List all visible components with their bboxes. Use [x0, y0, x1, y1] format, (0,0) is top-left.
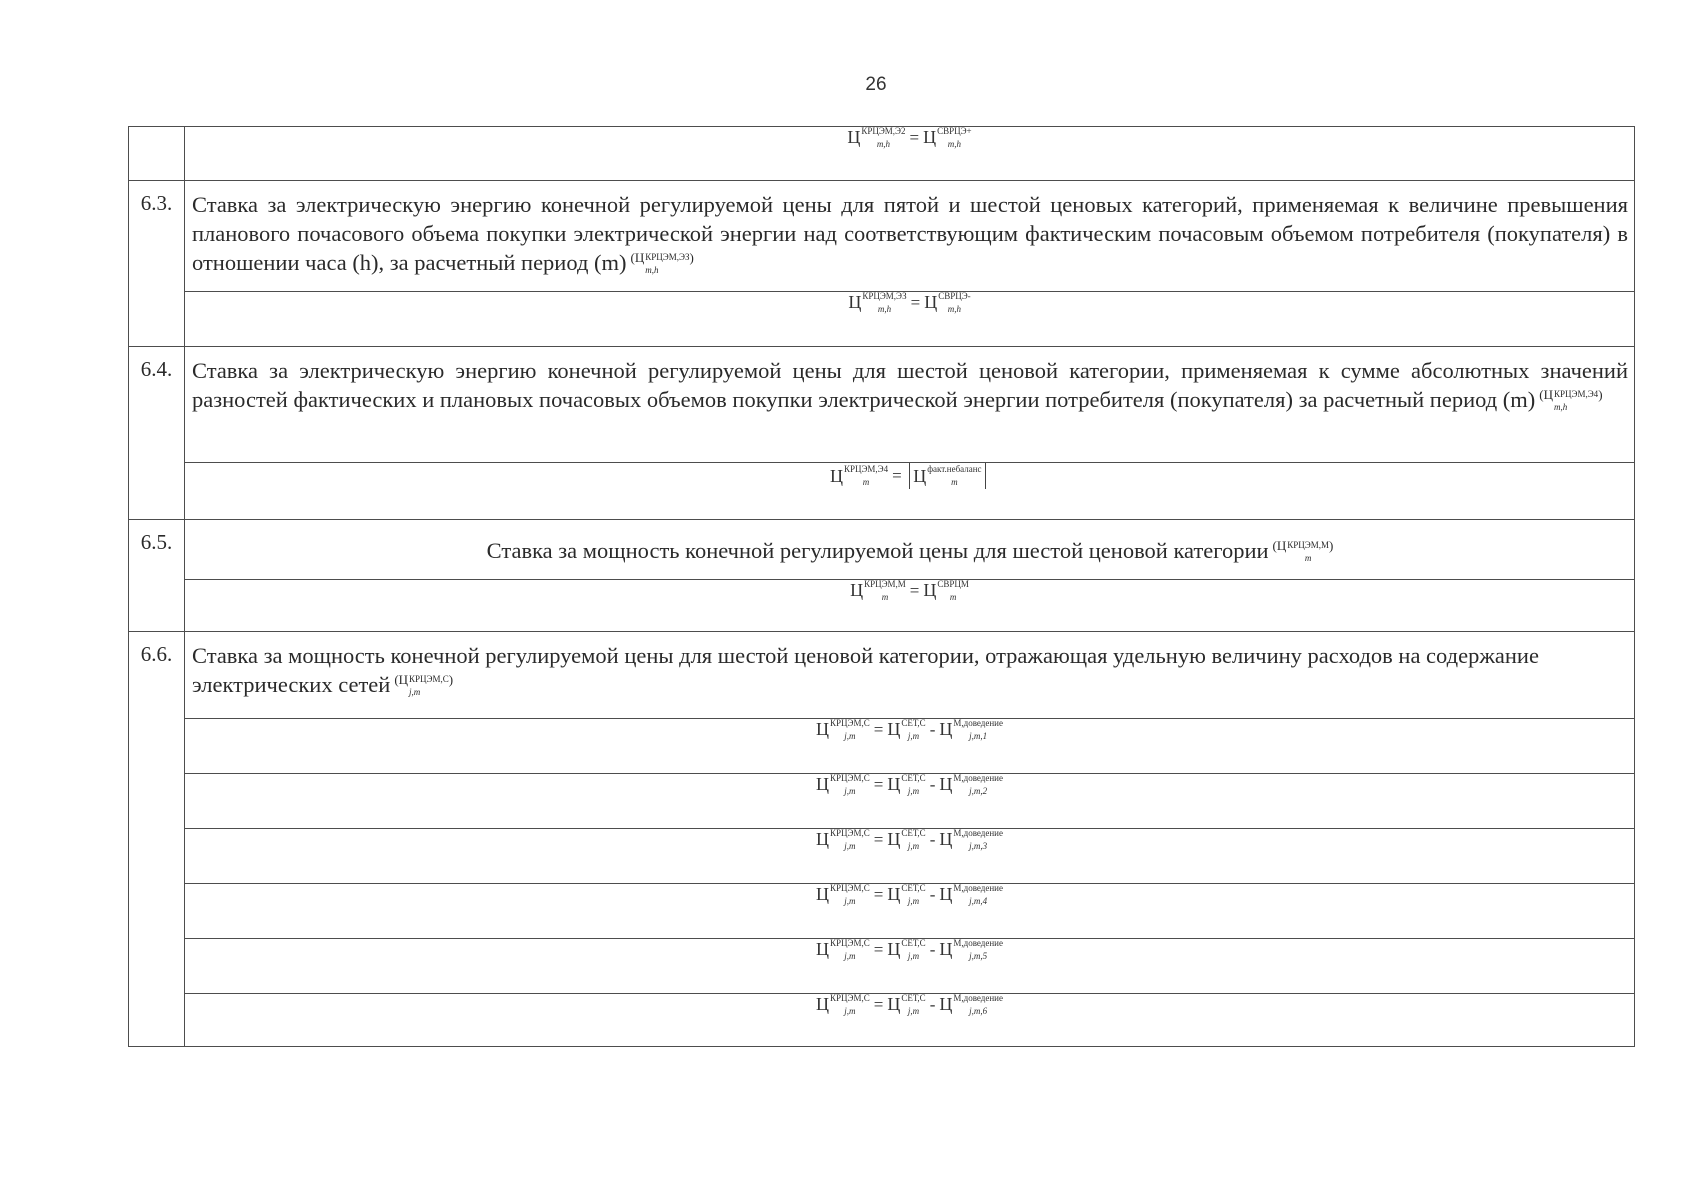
table-row — [129, 632, 1635, 719]
table-row — [129, 939, 1635, 994]
inline-symbol: (Ц КРЦЭМ,Э4 m,h ) — [1539, 387, 1603, 412]
inline-symbol: (Ц КРЦЭМ,С j,m ) — [394, 672, 454, 697]
formula: Ц КРЦЭМ,ЭЗ m,h = Ц СВРЦЭ- m,h — [848, 290, 971, 314]
table-row — [129, 463, 1635, 520]
section-number: 6.6. — [129, 632, 185, 1047]
page-number: 26 — [865, 74, 887, 95]
formula: Ц КРЦЭМ,С j,m = Ц СЕТ,С j,m - Ц М,доведение j,m,5 — [816, 937, 1003, 961]
formula-cell — [185, 292, 1635, 347]
formula: Ц КРЦЭМ,С j,m = Ц СЕТ,С j,m - Ц М,доведение j,m,3 — [816, 827, 1003, 851]
formula: Ц КРЦЭМ,С j,m = Ц СЕТ,С j,m - Ц М,доведение j,m,6 — [816, 992, 1003, 1016]
inline-symbol: (Ц КРЦЭМ,ЭЗ m,h ) — [630, 250, 694, 275]
table-row — [129, 884, 1635, 939]
table-row — [129, 520, 1635, 580]
table-row — [129, 719, 1635, 774]
table-row — [129, 347, 1635, 463]
abs-bar-right — [985, 463, 987, 489]
formula-cell — [185, 127, 1635, 181]
section-description: Ставка за электрическую энергию конечной регулируемой цены для пятой и шестой ценовых категорий, применяемая к величине превышения планового почасового объема покупки электрической энергии над соответствующим фактическим почасовым объемом потребителя (покупателя) в отношении часа (h), за расчетный период (m) $^{(Ц КРЦЭМ,ЭЗ m,h )}$ — [185, 181, 1635, 292]
formula-cell — [185, 829, 1635, 884]
inline-symbol: (Ц КРЦЭМ,М m ) — [1272, 538, 1334, 563]
section-number: 6.4. — [129, 347, 185, 520]
table-row — [129, 181, 1635, 292]
table-row — [129, 829, 1635, 884]
formula: Ц КРЦЭМ,С j,m = Ц СЕТ,С j,m - Ц М,доведение j,m,2 — [816, 772, 1003, 796]
formula: Ц КРЦЭМ,С j,m = Ц СЕТ,С j,m - Ц М,доведение j,m,1 — [816, 717, 1003, 741]
formula-cell — [185, 939, 1635, 994]
formula: Ц КРЦЭМ,Э4 m = Ц факт.небаланс m — [830, 463, 989, 489]
table-row — [129, 994, 1635, 1047]
formula-term: Ц СВРЦЭ+ m,h — [923, 125, 972, 149]
formula-cell — [185, 580, 1635, 632]
tariff-table — [128, 126, 1635, 1047]
formula-cell — [185, 774, 1635, 829]
section-description: Ставка за мощность конечной регулируемой цены для шестой ценовой категории $^{(Ц КРЦЭМ,М m )}$ — [185, 520, 1635, 580]
abs-bar-left — [909, 463, 911, 489]
formula — [847, 127, 971, 148]
section-number: 6.3. — [129, 181, 185, 347]
table-row — [129, 580, 1635, 632]
formula-term: Ц КРЦЭМ,Э2 m,h — [847, 125, 906, 149]
formula-cell — [185, 884, 1635, 939]
section-number: 6.5. — [129, 520, 185, 632]
formula-cell — [185, 719, 1635, 774]
section-description: Ставка за мощность конечной регулируемой цены для шестой ценовой категории, отражающая удельную величину расходов на содержание электрических сетей $^{(Ц КРЦЭМ,С j,m )}$ — [185, 632, 1635, 719]
section-description: Ставка за электрическую энергию конечной регулируемой цены для шестой ценовой категории, применяемая к сумме абсолютных значений разностей фактических и плановых почасовых объемов покупки электрической энергии потребителя (покупателя) за расчетный период (m) $^{(Ц КРЦЭМ,Э4 m,h )}$ — [185, 347, 1635, 463]
formula-cell — [185, 463, 1635, 520]
equals-sign: = — [909, 127, 920, 147]
table-row — [129, 292, 1635, 347]
table-row — [129, 127, 1635, 181]
formula-cell — [185, 994, 1635, 1047]
formula: Ц КРЦЭМ,М m = Ц СВРЦМ m — [850, 578, 969, 602]
formula: Ц КРЦЭМ,С j,m = Ц СЕТ,С j,m - Ц М,доведение j,m,4 — [816, 882, 1003, 906]
section-number — [129, 127, 185, 181]
table-row — [129, 774, 1635, 829]
